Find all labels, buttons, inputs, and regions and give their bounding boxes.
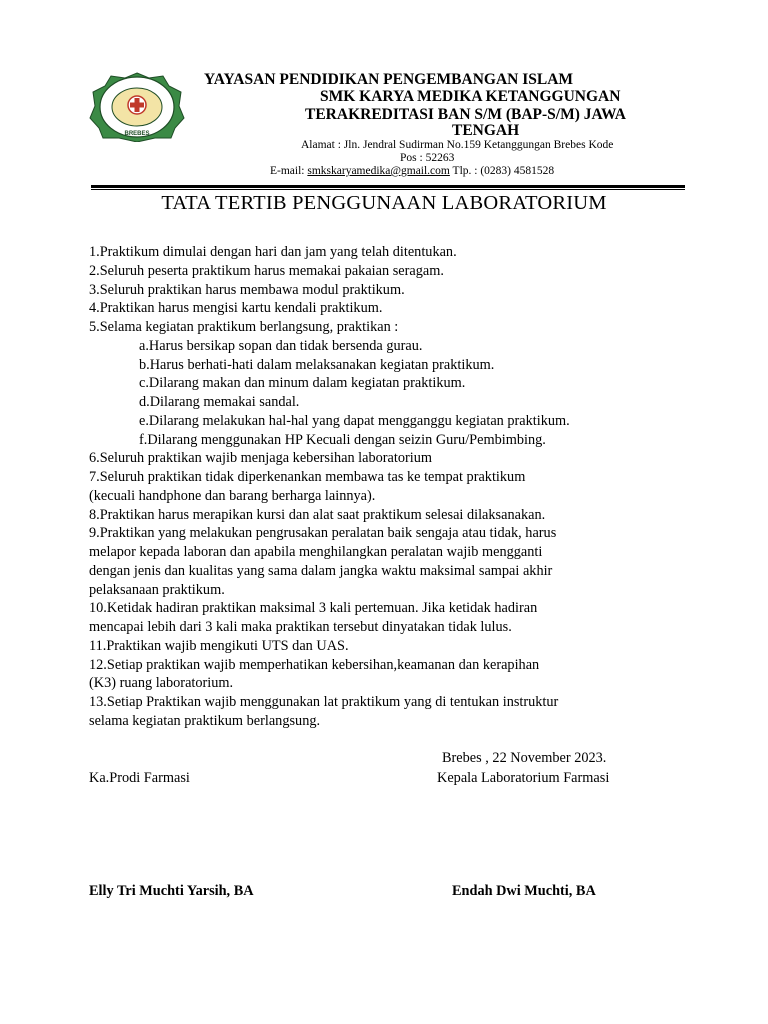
rule-line: 13.Setiap Praktikan wajib menggunakan lat praktikum yang di tentukan instruktur [89,694,559,710]
email-prefix: E-mail: [270,165,308,177]
email-link[interactable]: smkskaryamedika@gmail.com [307,165,450,177]
rule-line: 7.Seluruh praktikan tidak diperkenankan membawa tas ke tempat praktikum [89,469,526,485]
accreditation-line: TERAKREDITASI BAN S/M (BAP-S/M) JAWA [305,106,626,123]
rule-line: 6.Seluruh praktikan wajib menjaga kebersihan laboratorium [89,450,433,467]
rule-line: selama kegiatan praktikum berlangsung. [89,712,321,729]
rule-line: 9.Praktikan yang melakukan pengrusakan peralatan baik sengaja atau tidak, harus [89,525,557,542]
letterhead-divider [91,185,685,188]
sub-rule-line: c.Dilarang makan dan minum dalam kegiatan praktikum. [139,375,466,392]
rule-line: 5.Selama kegiatan praktikum berlangsung, praktikan : [89,319,399,335]
sub-rule-line: a.Harus bersikap sopan dan tidak bersenda gurau. [139,337,423,354]
logo-bottom-text: BREBES [124,131,150,137]
school-name: SMK KARYA MEDIKA KETANGGUNGAN [320,88,621,105]
contact-line [270,164,554,178]
rule-line: mencapai lebih dari 3 kali maka praktikan tersebut dinyatakan tidak lulus. [89,619,512,635]
sub-rule-line: d.Dilarang memakai sandal. [139,394,300,410]
rule-line: 2.Seluruh peserta praktikum harus memakai pakaian seragam. [89,262,444,279]
rules-list [89,243,689,731]
rule-line: 11.Praktikan wajib mengikuti UTS dan UAS. [89,637,349,654]
rule-line: 4.Praktikan harus mengisi kartu kendali praktikum. [89,300,383,317]
left-signatory-role: Ka.Prodi Farmasi [89,770,190,786]
place-and-date: Brebes , 22 November 2023. [442,750,607,766]
right-signatory-name: Endah Dwi Muchti, BA [452,883,596,899]
rule-line: 3.Seluruh praktikan harus membawa modul praktikum. [89,281,405,298]
accreditation-province: TENGAH [452,122,520,139]
phone-number: Tlp. : (0283) 4581528 [449,165,555,177]
postal-code: Pos : 52263 [400,152,455,164]
rule-line: melapor kepada laboran dan apabila menghilangkan peralatan wajib mengganti [89,544,543,560]
sub-rule-line: b.Harus berhati-hati dalam melaksanakan kegiatan praktikum. [139,356,495,373]
rule-line: 12.Setiap praktikan wajib memperhatikan kebersihan,keamanan dan kerapihan [89,656,540,673]
sub-rule-line: f.Dilarang menggunakan HP Kecuali dengan seizin Guru/Pembimbing. [139,431,546,448]
rule-line: pelaksanaan praktikum. [89,581,225,598]
rule-line: (K3) ruang laboratorium. [89,675,234,692]
rule-line: (kecuali handphone dan barang berharga lainnya). [89,487,376,504]
rule-line: dengan jenis dan kualitas yang sama dalam jangka waktu maksimal sampai akhir [89,562,553,579]
rule-line: 1.Praktikum dimulai dengan hari dan jam yang telah ditentukan. [89,244,457,260]
document-title: TATA TERTIB PENGGUNAAN LABORATORIUM [161,192,607,214]
left-signatory-name: Elly Tri Muchti Yarsih, BA [89,883,254,899]
right-signatory-role: Kepala Laboratorium Farmasi [437,770,610,786]
letterhead-divider-thin [91,189,685,190]
rule-line: 8.Praktikan harus merapikan kursi dan alat saat praktikum selesai dilaksanakan. [89,506,546,523]
school-seal-icon [89,72,185,142]
foundation-name: YAYASAN PENDIDIKAN PENGEMBANGAN ISLAM [204,71,574,88]
rule-line: 10.Ketidak hadiran praktikan maksimal 3 kali pertemuan. Jika ketidak hadiran [89,600,538,617]
address-line: Alamat : Jln. Jendral Sudirman No.159 Ketanggungan Brebes Kode [301,139,614,151]
sub-rule-line: e.Dilarang melakukan hal-hal yang dapat mengganggu kegiatan praktikum. [139,412,570,429]
